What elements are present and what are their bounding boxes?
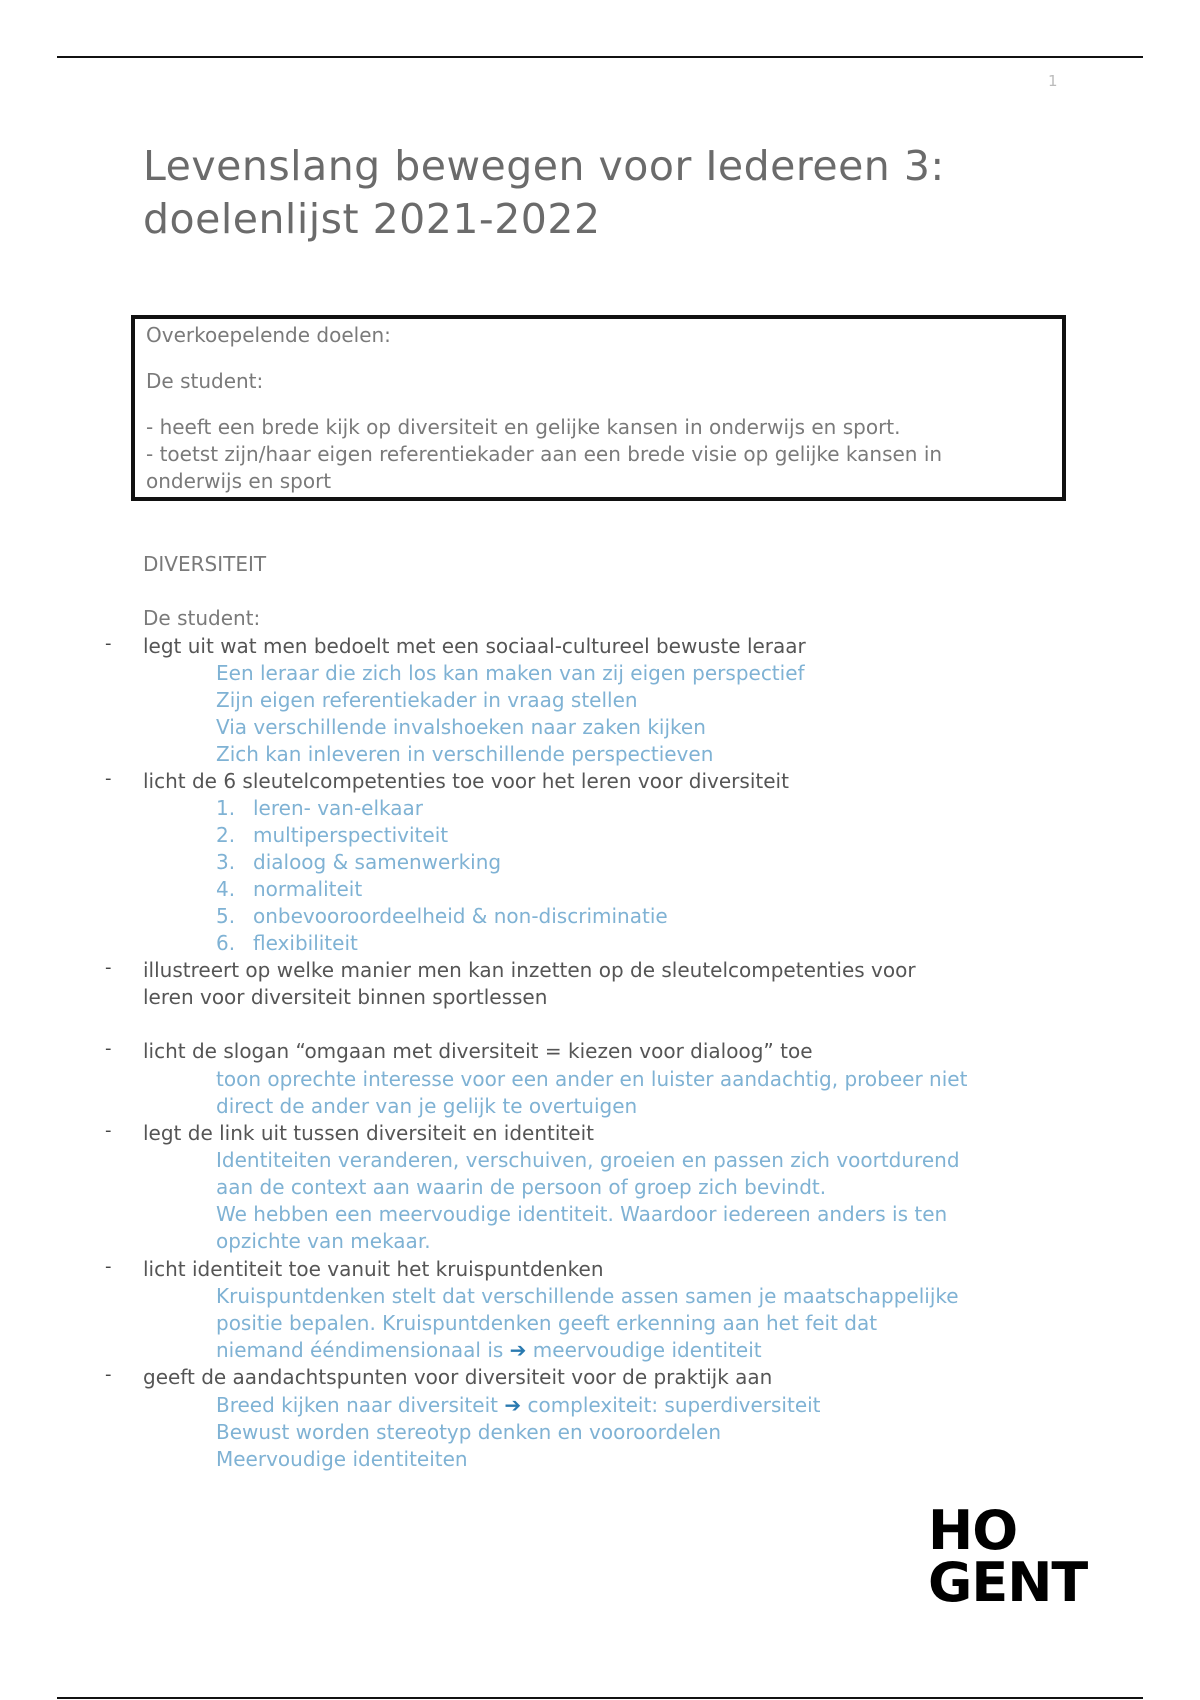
goal-subitem: toon oprechte interesse voor een ander en luister aandachtig, probeer niet xyxy=(216,1067,968,1091)
goal-item: legt uit wat men bedoelt met een sociaal-cultureel bewuste leraar xyxy=(143,634,806,658)
competency-item: 2. multiperspectiviteit xyxy=(216,823,449,847)
goal-subitem: Meervoudige identiteiten xyxy=(216,1447,468,1471)
goal-subitem: positie bepalen. Kruispuntdenken geeft erkenning aan het feit dat xyxy=(216,1311,878,1335)
box-item: - heeft een brede kijk op diversiteit en gelijke kansen in onderwijs en sport. xyxy=(146,415,901,439)
goal-subitem: Zijn eigen referentiekader in vraag stellen xyxy=(216,688,638,712)
arrow-icon: ➔ xyxy=(504,1393,522,1417)
goal-subitem: aan de context aan waarin de persoon of groep zich bevindt. xyxy=(216,1175,827,1199)
bullet-marker: - xyxy=(105,633,112,654)
goal-item: geeft de aandachtspunten voor diversiteit voor de praktijk aan xyxy=(143,1365,773,1389)
box-item: onderwijs en sport xyxy=(146,469,332,493)
bullet-marker: - xyxy=(105,1364,112,1385)
page-number: 1 xyxy=(1048,72,1058,90)
competency-item: 5. onbevooroordeelheid & non-discriminatie xyxy=(216,904,668,928)
bullet-marker: - xyxy=(105,1038,112,1059)
goal-item: legt de link uit tussen diversiteit en identiteit xyxy=(143,1121,594,1145)
box-intro: De student: xyxy=(146,369,264,393)
goal-subitem: Identiteiten veranderen, verschuiven, groeien en passen zich voortdurend xyxy=(216,1148,960,1172)
competency-item: 1. leren- van-elkaar xyxy=(216,796,424,820)
logo-line: GENT xyxy=(928,1551,1088,1614)
box-heading: Overkoepelende doelen: xyxy=(146,323,391,347)
box-item: - toetst zijn/haar eigen referentiekader aan een brede visie op gelijke kansen in xyxy=(146,442,943,466)
overarching-goals-box xyxy=(131,315,1066,501)
title-line: Levenslang bewegen voor Iedereen 3: xyxy=(143,142,945,190)
section-intro: De student: xyxy=(143,606,261,630)
competency-item: 4. normaliteit xyxy=(216,877,363,901)
goal-subitem: Een leraar die zich los kan maken van zij eigen perspectief xyxy=(216,661,805,685)
goal-subitem: Via verschillende invalshoeken naar zaken kijken xyxy=(216,715,706,739)
section-heading: DIVERSITEIT xyxy=(143,552,267,576)
hogent-logo xyxy=(928,1499,1088,1614)
goal-subitem: Kruispuntdenken stelt dat verschillende assen samen je maatschappelijke xyxy=(216,1284,959,1308)
competency-item: 3. dialoog & samenwerking xyxy=(216,850,502,874)
arrow-icon: ➔ xyxy=(509,1338,527,1362)
goal-item: illustreert op welke manier men kan inzetten op de sleutelcompetenties voor xyxy=(143,958,916,982)
logo-line: HO xyxy=(928,1499,1018,1562)
goal-subitem: Bewust worden stereotyp denken en vooroordelen xyxy=(216,1420,721,1444)
goal-subitem: Zich kan inleveren in verschillende perspectieven xyxy=(216,742,714,766)
page-title xyxy=(143,140,945,246)
header-rule xyxy=(57,56,1143,58)
bullet-marker: - xyxy=(105,957,112,978)
goal-subitem: direct de ander van je gelijk te overtuigen xyxy=(216,1094,638,1118)
competency-item: 6. flexibiliteit xyxy=(216,931,358,955)
goal-subitem: Breed kijken naar diversiteit ➔ complexiteit: superdiversiteit xyxy=(216,1393,821,1417)
bullet-marker: - xyxy=(105,1256,112,1277)
bullet-marker: - xyxy=(105,768,112,789)
goal-subitem: niemand ééndimensionaal is ➔ meervoudige identiteit xyxy=(216,1338,762,1362)
goal-subitem: We hebben een meervoudige identiteit. Waardoor iedereen anders is ten xyxy=(216,1202,948,1226)
title-line: doelenlijst 2021-2022 xyxy=(143,195,601,243)
goal-item: licht de slogan “omgaan met diversiteit = kiezen voor dialoog” toe xyxy=(143,1039,813,1063)
goal-item: licht de 6 sleutelcompetenties toe voor het leren voor diversiteit xyxy=(143,769,789,793)
goal-item: licht identiteit toe vanuit het kruispuntdenken xyxy=(143,1257,604,1281)
goal-item-continued: leren voor diversiteit binnen sportlessen xyxy=(143,985,548,1009)
footer-rule xyxy=(57,1697,1143,1699)
bullet-marker: - xyxy=(105,1120,112,1141)
goal-subitem: opzichte van mekaar. xyxy=(216,1229,431,1253)
